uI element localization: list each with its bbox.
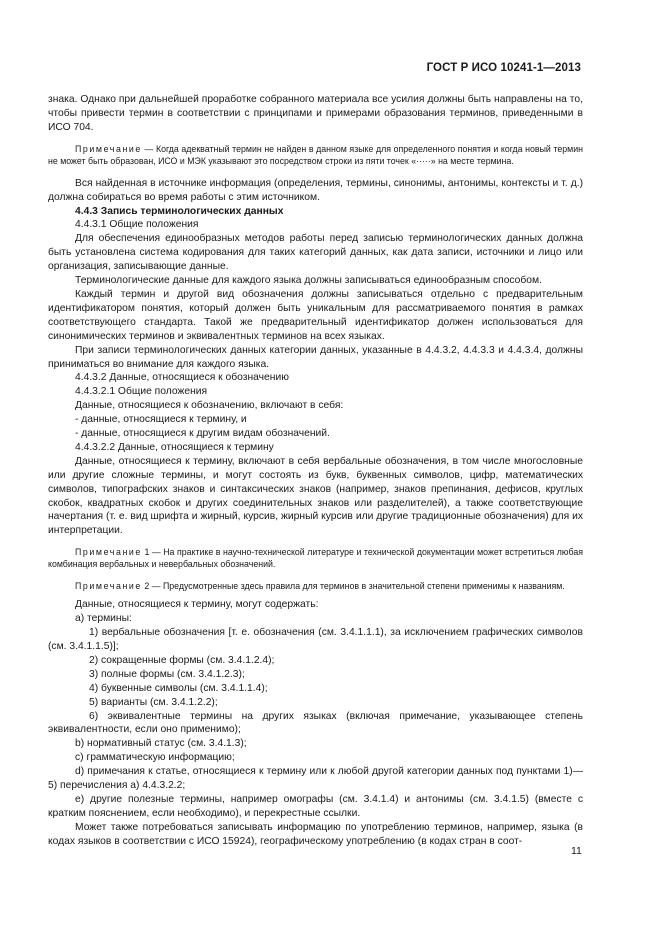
list-item: - данные, относящиеся к термину, и [75, 414, 247, 426]
note-number: 2 [141, 581, 150, 592]
note-text: — Предусмотренные здесь правила для терминов в значительной степени применимы к названиям. [149, 581, 565, 592]
paragraph: Вся найденная в источнике информация (определения, термины, синонимы, антонимы, контексты и т. д.) должна собираться во время работы с этим источником. [48, 177, 583, 203]
note [48, 546, 583, 570]
list-item: 1) вербальные обозначения [т. е. обозначения (см. 3.4.1.1.1), за исключением графических символов (см. 3.4.1.1.5)]; [48, 627, 583, 652]
paragraph: Данные, относящиеся к термину, могут содержать: [75, 599, 319, 611]
subsection-heading: 4.4.3.1 Общие положения [75, 219, 199, 231]
note [48, 143, 583, 167]
page-number: 11 [571, 845, 582, 857]
subsection-heading: 4.4.3.2.2 Данные, относящиеся к термину [75, 441, 274, 453]
document-body [48, 93, 583, 849]
paragraph: знака. Однако при дальнейшей проработке собранного материала все усилия должны быть направлены на то, чтобы привести термин в соответствии с принципами и примерами образования терминов, приведенными в ИСО 704. [48, 94, 583, 133]
list-item: 5) варианты (см. 3.4.1.2.2); [89, 696, 218, 708]
paragraph: Данные, относящиеся к обозначению, включают в себя: [75, 400, 344, 412]
list-item: b) нормативный статус (см. 3.4.1.3); [75, 738, 247, 750]
paragraph: Каждый термин и другой вид обозначения должны записываться отдельно с предварительным идентификатором понятия, который должен быть уникальным для рассматриваемого понятия в рамках соответствующего стандарта. Такой же предварительный идентификатор должен использоваться для синонимических терминов и эквивалентных терминов на всех языках. [48, 288, 583, 342]
list-item: e) другие полезные термины, например омографы (см. 3.4.1.4) и антонимы (см. 3.4.1.5) (вместе с кратким пояснением, если необходимо), и перекрестные ссылки. [48, 793, 583, 819]
list-item: 4) буквенные символы (см. 3.4.1.1.4); [89, 682, 268, 694]
paragraph: Для обеспечения единообразных методов работы перед записью терминологических данных должна быть установлена система кодирования для таких категорий данных, как дата записи, источники и лицо или организация, записывающие данные. [48, 233, 583, 273]
note-number: 1 [141, 547, 150, 558]
document-header: ГОСТ Р ИСО 10241-1—2013 [426, 62, 581, 74]
paragraph: Данные, относящиеся к термину, включают в себя вербальные обозначения, в том числе многословные или другие сложные термины, и могут состоять из букв, буквенных символов, цифр, математических символов, типографских знаков и синтаксических знаков (например, знаков препинания, дефисов, круглых скобок, квадратных скобок и других соединительных знаков или разделителей), а также соответствующие начертания (т. е. вид шрифта и жирный, курсив, жирный курсив или другие традиционные обозначения) для их интерпретации. [48, 455, 583, 537]
paragraph: При записи терминологических данных категории данных, указанные в 4.4.3.2, 4.4.3.3 и 4.4.3.4, должны приниматься во внимание для каждого языка. [48, 344, 583, 370]
paragraph: Может также потребоваться записывать информацию по употреблению терминов, например, языка (в кодах языков в соответствии с ИСО 15924), географическому употреблению (в кодах стран в соот- [48, 821, 583, 847]
subsection-heading: 4.4.3.2 Данные, относящиеся к обозначению [75, 372, 289, 384]
list-item: 3) полные формы (см. 3.4.1.2.3); [89, 668, 245, 680]
note-label: Примечание [75, 581, 142, 592]
list-item: 2) сокращенные формы (см. 3.4.1.2.4); [89, 654, 275, 666]
list-item: a) термины: [75, 613, 132, 625]
note-label: Примечание [75, 547, 142, 558]
list-item: c) грамматическую информацию; [75, 752, 235, 764]
note-label: Примечание [75, 143, 142, 154]
note-text: — На практике в научно-технической литературе и технической документации может встретиться любая комбинация вербальных и невербальных обозначений. [48, 547, 583, 570]
paragraph: Терминологические данные для каждого языка должны записываться единообразным способом. [75, 275, 542, 287]
subsection-heading: 4.4.3.2.1 Общие положения [75, 386, 208, 398]
note-text: — Когда адекватный термин не найден в данном языке для определенного понятия и когда новый термин не может быть образован, ИСО и МЭК указывают это посредством строки из пяти точек «·····» на месте термина. [48, 143, 583, 166]
list-item: - данные, относящиеся к другим видам обозначений. [75, 428, 330, 440]
list-item: 6) эквивалентные термины на других языках (включая примечание, указывающее степень эквивалентности, если оно применимо); [48, 710, 583, 736]
section-heading: 4.4.3 Запись терминологических данных [75, 205, 284, 217]
note [48, 580, 583, 592]
list-item: d) примечания к статье, относящиеся к термину или к любой другой категории данных под пунктами 1)—5) перечисления a) 4.4.3.2.2; [48, 766, 583, 792]
